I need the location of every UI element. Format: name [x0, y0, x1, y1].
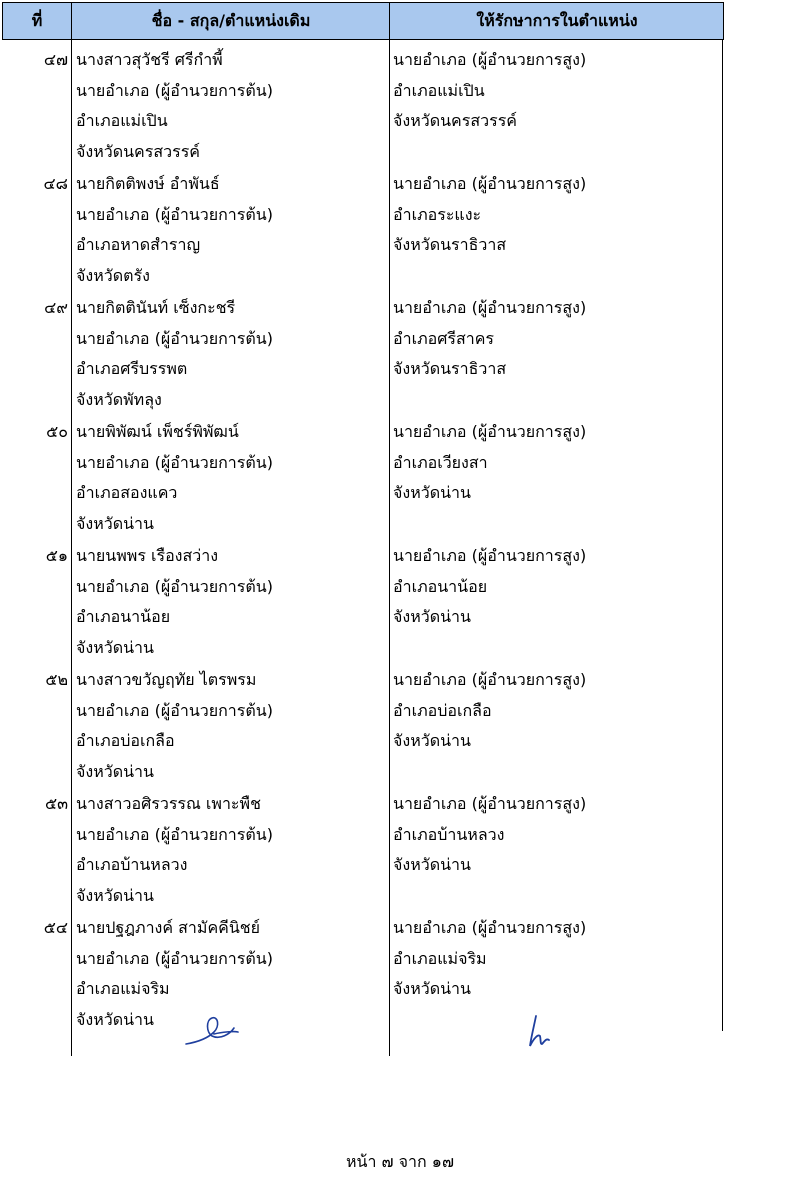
- acting-position-cell: [393, 913, 719, 1005]
- person-name: นางสาวอศิรวรรณ เพาะพืช: [76, 794, 261, 813]
- person-name: นางสาวสุวัชรี ศรีกำพี้: [76, 50, 223, 69]
- row-number: ๔๗: [43, 50, 68, 69]
- acting-position-line: จังหวัดน่าน: [393, 607, 471, 626]
- acting-position-line: จังหวัดนราธิวาส: [393, 235, 507, 254]
- original-position-line: อำเภอสองแคว: [76, 483, 178, 502]
- original-position-cell: [76, 665, 388, 787]
- acting-position-line: จังหวัดน่าน: [393, 855, 471, 874]
- acting-position-line: นายอำเภอ (ผู้อำนวยการสูง): [393, 174, 587, 193]
- acting-position-line: นายอำเภอ (ผู้อำนวยการสูง): [393, 546, 587, 565]
- acting-position-line: อำเภอนาน้อย: [393, 576, 488, 596]
- acting-position-line: นายอำเภอ (ผู้อำนวยการสูง): [393, 298, 587, 317]
- person-name: นายพิพัฒน์ เพ็ชร์พิพัฒน์: [76, 422, 239, 441]
- acting-position-line: อำเภอบ้านหลวง: [393, 824, 505, 844]
- person-name: นายปฐฎภางค์ สามัคคีนิชย์: [76, 918, 261, 937]
- original-position-line: จังหวัดน่าน: [76, 1009, 154, 1029]
- original-position-line: จังหวัดนครสวรรค์: [76, 141, 200, 161]
- header-acting-position: ให้รักษาการในตำแหน่ง: [476, 11, 638, 30]
- table-row: [2, 783, 724, 907]
- original-position-line: อำเภอบ่อเกลือ: [76, 731, 175, 750]
- acting-position-line: อำเภอเวียงสา: [393, 452, 488, 472]
- original-position-line: นายอำเภอ (ผู้อำนวยการต้น): [76, 80, 273, 100]
- acting-position-line: จังหวัดนราธิวาส: [393, 359, 507, 378]
- acting-position-cell: [393, 417, 719, 509]
- original-position-line: อำเภอแม่เปิน: [76, 111, 168, 130]
- original-position-line: อำเภอแม่จริม: [76, 979, 170, 998]
- acting-position-line: อำเภอระแงะ: [393, 204, 482, 224]
- table-row: [2, 163, 724, 287]
- original-position-cell: [76, 417, 388, 539]
- original-position-line: อำเภอนาน้อย: [76, 607, 171, 626]
- original-position-line: นายอำเภอ (ผู้อำนวยการต้น): [76, 824, 273, 844]
- original-position-cell: [76, 789, 388, 911]
- original-position-line: จังหวัดน่าน: [76, 513, 154, 533]
- original-position-cell: [76, 541, 388, 663]
- row-number: ๕๔: [43, 918, 68, 937]
- acting-position-line: นายอำเภอ (ผู้อำนวยการสูง): [393, 918, 587, 937]
- person-name: นายกิตติพงษ์ อำพันธ์: [76, 174, 220, 193]
- acting-position-line: นายอำเภอ (ผู้อำนวยการสูง): [393, 794, 587, 813]
- row-number: ๕๐: [46, 422, 68, 441]
- original-position-line: นายอำเภอ (ผู้อำนวยการต้น): [76, 204, 273, 224]
- table-row: [2, 411, 724, 535]
- table-row: [2, 39, 724, 163]
- header-no: ที่: [31, 11, 43, 30]
- original-position-line: นายอำเภอ (ผู้อำนวยการต้น): [76, 948, 273, 968]
- original-position-line: จังหวัดตรัง: [76, 265, 150, 285]
- acting-position-line: จังหวัดนครสวรรค์: [393, 111, 517, 130]
- acting-position-cell: [393, 169, 719, 261]
- original-position-line: จังหวัดน่าน: [76, 637, 154, 657]
- original-position-cell: [76, 45, 388, 167]
- header-divider-2: [389, 2, 390, 39]
- row-number: ๕๒: [45, 670, 68, 689]
- signature-2: [522, 1012, 558, 1052]
- acting-position-line: จังหวัดน่าน: [393, 483, 471, 502]
- original-position-cell: [76, 293, 388, 415]
- row-number: ๕๓: [44, 794, 68, 813]
- page-number: หน้า ๗ จาก ๑๗: [346, 1152, 454, 1171]
- acting-position-cell: [393, 45, 719, 137]
- acting-position-cell: [393, 665, 719, 757]
- person-name: นายกิตตินันท์ เซ็งกะชรี: [76, 298, 236, 317]
- acting-position-line: อำเภอแม่เปิน: [393, 80, 485, 100]
- original-position-line: อำเภอบ้านหลวง: [76, 855, 188, 874]
- acting-position-cell: [393, 293, 719, 385]
- row-number: ๕๑: [45, 546, 68, 565]
- table-row: [2, 287, 724, 411]
- acting-position-cell: [393, 789, 719, 881]
- original-position-line: นายอำเภอ (ผู้อำนวยการต้น): [76, 576, 273, 596]
- original-position-line: นายอำเภอ (ผู้อำนวยการต้น): [76, 328, 273, 348]
- original-position-cell: [76, 169, 388, 291]
- acting-position-line: อำเภอบ่อเกลือ: [393, 700, 492, 720]
- table-row: [2, 535, 724, 659]
- original-position-line: อำเภอหาดสำราญ: [76, 235, 201, 254]
- person-name: นายนพพร เรืองสว่าง: [76, 546, 219, 565]
- original-position-line: อำเภอศรีบรรพต: [76, 359, 188, 378]
- acting-position-line: นายอำเภอ (ผู้อำนวยการสูง): [393, 50, 587, 69]
- header-name-position: ชื่อ - สกุล/ตำแหน่งเดิม: [151, 11, 311, 30]
- signature-1: [182, 1010, 252, 1052]
- header-divider-1: [71, 2, 72, 39]
- original-position-line: จังหวัดพัทลุง: [76, 389, 162, 409]
- original-position-line: จังหวัดน่าน: [76, 885, 154, 905]
- table-row: [2, 907, 724, 1031]
- acting-position-line: จังหวัดน่าน: [393, 979, 471, 998]
- person-name: นางสาวขวัญฤทัย ไตรพรม: [76, 670, 257, 689]
- original-position-line: นายอำเภอ (ผู้อำนวยการต้น): [76, 700, 273, 720]
- original-position-line: จังหวัดน่าน: [76, 761, 154, 781]
- acting-position-line: นายอำเภอ (ผู้อำนวยการสูง): [393, 670, 587, 689]
- table-header: [2, 2, 724, 40]
- acting-position-line: อำเภอศรีสาคร: [393, 328, 495, 348]
- row-number: ๔๘: [43, 174, 68, 193]
- row-number: ๔๙: [44, 298, 68, 317]
- acting-position-line: นายอำเภอ (ผู้อำนวยการสูง): [393, 422, 587, 441]
- acting-position-line: จังหวัดน่าน: [393, 731, 471, 750]
- acting-position-cell: [393, 541, 719, 633]
- appointment-table: [2, 2, 724, 1056]
- original-position-line: นายอำเภอ (ผู้อำนวยการต้น): [76, 452, 273, 472]
- table-row: [2, 659, 724, 783]
- acting-position-line: อำเภอแม่จริม: [393, 948, 487, 968]
